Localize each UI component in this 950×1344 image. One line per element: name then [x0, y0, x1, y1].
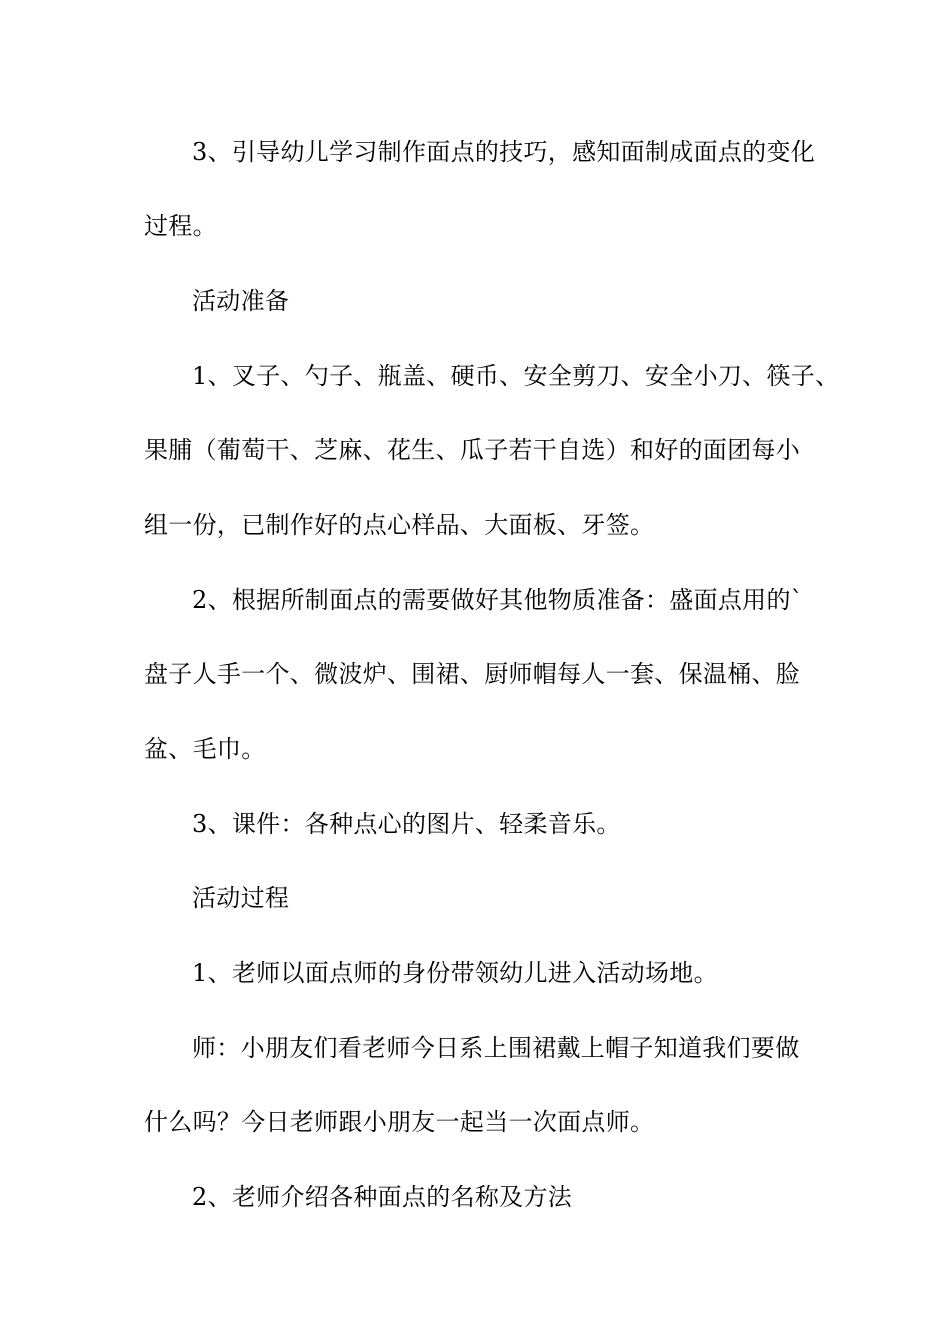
paragraph-line: 组一份，已制作好的点心样品、大面板、牙签。: [144, 511, 655, 539]
paragraph-line: 盘子人手一个、微波炉、围裙、厨师帽每人一套、保温桶、脸: [144, 660, 801, 688]
paragraph-line: 1、老师以面点师的身份带领幼儿进入活动场地。: [192, 959, 718, 987]
paragraph-line: 2、根据所制面点的需要做好其他物质准备：盛面点用的`: [192, 586, 804, 614]
section-heading-process: 活动过程: [192, 884, 290, 912]
paragraph-line: 果脯（葡萄干、芝麻、花生、瓜子若干自选）和好的面团每小: [144, 436, 801, 464]
paragraph-line: 1、叉子、勺子、瓶盖、硬币、安全剪刀、安全小刀、筷子、: [192, 362, 840, 390]
paragraph-line: 3、引导幼儿学习制作面点的技巧，感知面制成面点的变化: [192, 138, 816, 166]
paragraph-line: 什么吗？今日老师跟小朋友一起当一次面点师。: [144, 1108, 655, 1136]
paragraph-line: 过程。: [144, 212, 217, 240]
paragraph-line: 2、老师介绍各种面点的名称及方法: [192, 1183, 573, 1211]
section-heading-preparation: 活动准备: [192, 287, 290, 315]
paragraph-line: 师：小朋友们看老师今日系上围裙戴上帽子知道我们要做: [192, 1034, 800, 1062]
paragraph-line: 3、课件：各种点心的图片、轻柔音乐。: [192, 810, 621, 838]
paragraph-line: 盆、毛巾。: [144, 735, 266, 763]
